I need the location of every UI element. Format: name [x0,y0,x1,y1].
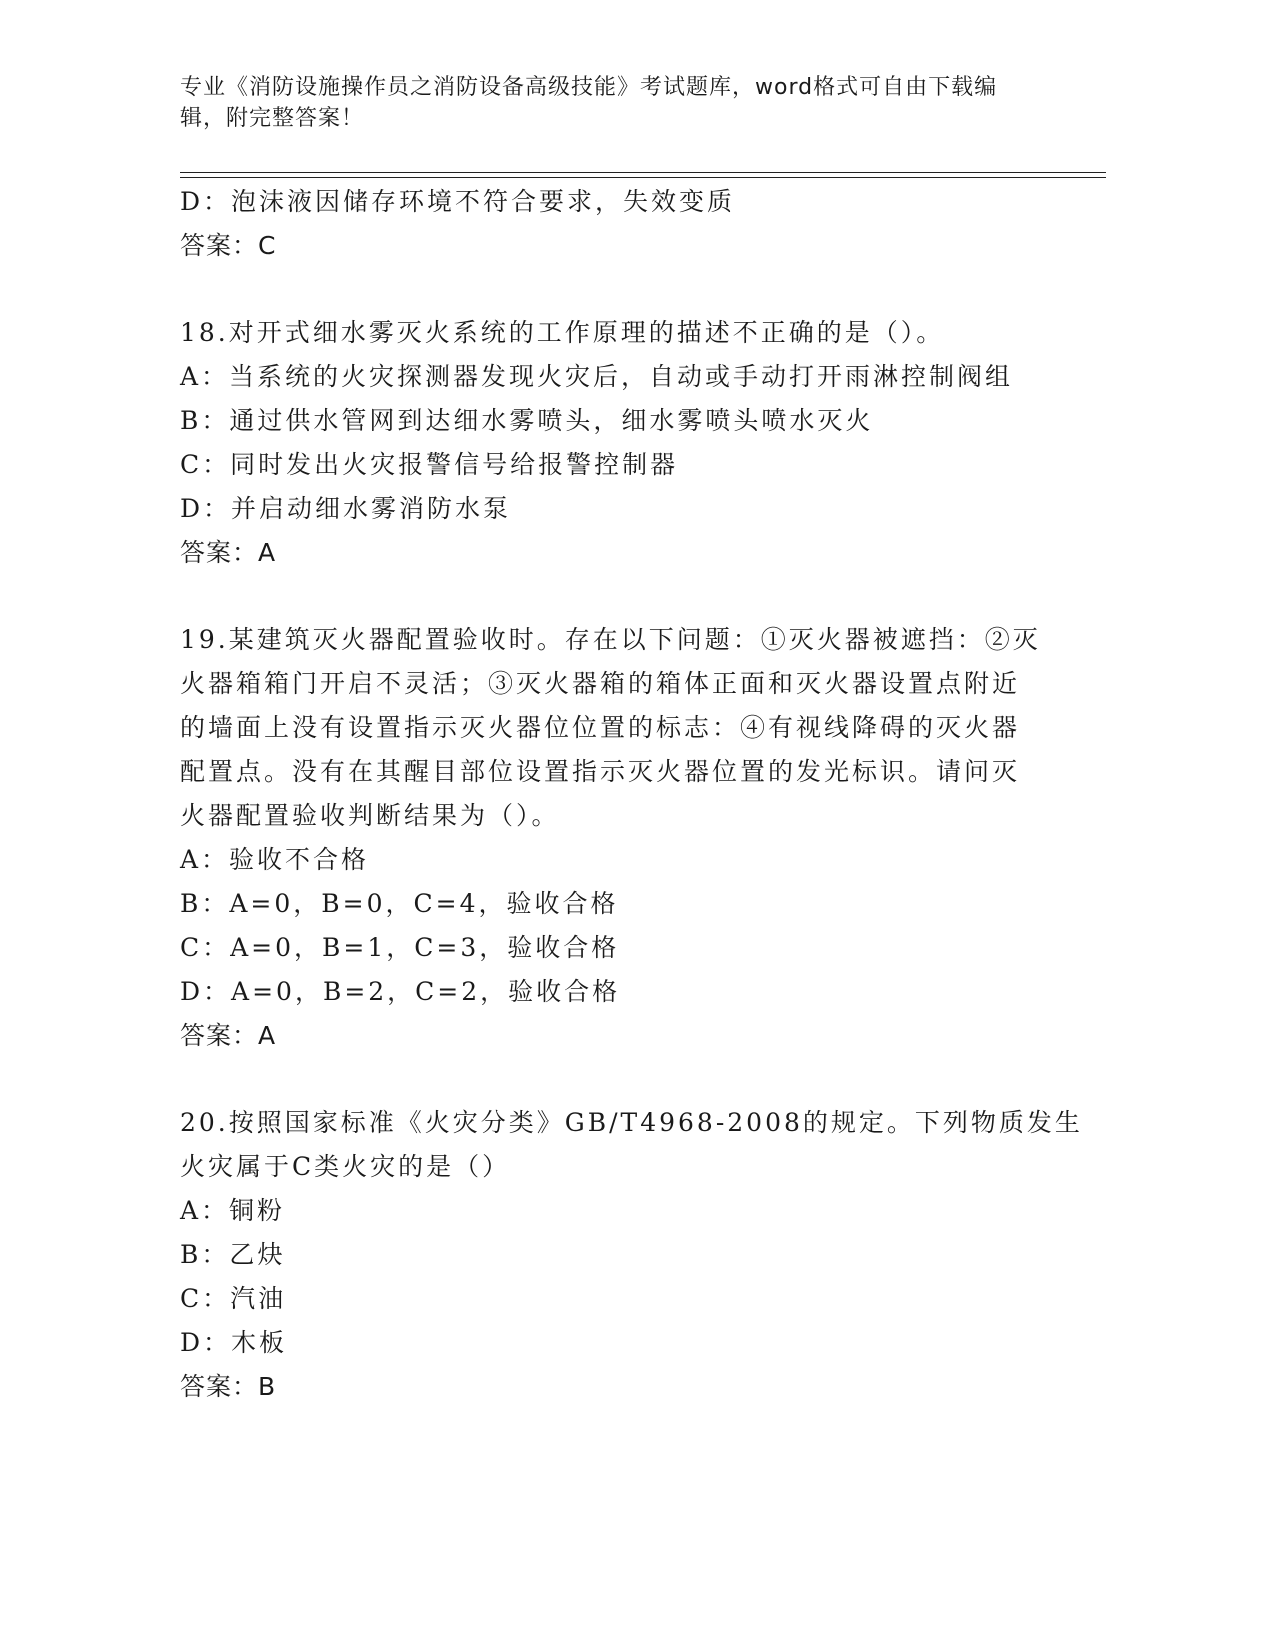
option-d: D：泡沫液因储存环境不符合要求，失效变质 [180,187,736,216]
option-c: C：汽油 [180,1284,287,1313]
question-content [180,180,1083,1409]
option-d: D：并启动细水雾消防水泵 [180,494,512,523]
question-19 [180,618,1050,1058]
question-18 [180,311,1050,575]
answer-line: 答案：A [180,1021,277,1050]
answer-line: 答案：B [180,1372,277,1401]
option-a: A：验收不合格 [180,845,370,874]
option-d: D：A=0，B=2，C=2，验收合格 [180,977,621,1006]
option-a: A：铜粉 [180,1196,286,1225]
question-stem-line: 20.按照国家标准《火灾分类》GB/T4968-2008的规定。下列物质发生 [180,1108,1083,1137]
option-c: C：A=0，B=1，C=3，验收合格 [180,933,620,962]
answer-line: 答案：A [180,538,277,567]
option-c: C：同时发出火灾报警信号给报警控制器 [180,450,679,479]
question-stem: 18.对开式细水雾灭火系统的工作原理的描述不正确的是（）。 [180,318,945,347]
question-stem-line: 配置点。没有在其醒目部位设置指示灭火器位置的发光标识。请问灭 [180,757,1021,786]
header-divider-bottom [180,177,1106,178]
option-b: B：通过供水管网到达细水雾喷头，细水雾喷头喷水灭火 [180,406,874,435]
question-stem-line: 火器箱箱门开启不灵活；③灭火器箱的箱体正面和灭火器设置点附近 [180,669,1021,698]
header-divider-top [180,172,1106,173]
document-header: 专业《消防设施操作员之消防设备高级技能》考试题库，word格式可自由下载编辑，附完整答案！ [180,75,998,131]
question-stem-line: 的墙面上没有设置指示灭火器位位置的标志：④有视线降碍的灭火器 [180,713,1021,742]
question-stem-line: 19.某建筑灭火器配置验收时。存在以下问题：①灭火器被遮挡：②灭 [180,625,1041,654]
question-20 [180,1101,1083,1409]
option-b: B：乙炔 [180,1240,286,1269]
option-a: A：当系统的火灾探测器发现火灾后，自动或手动打开雨淋控制阀组 [180,362,1014,391]
question-stem-line: 火灾属于C类火灾的是（） [180,1152,511,1181]
question-17-tail [180,180,1050,268]
option-d: D：木板 [180,1328,288,1357]
question-stem-line: 火器配置验收判断结果为（）。 [180,801,560,830]
answer-line: 答案：C [180,231,277,260]
option-b: B：A=0，B=0，C=4，验收合格 [180,889,619,918]
